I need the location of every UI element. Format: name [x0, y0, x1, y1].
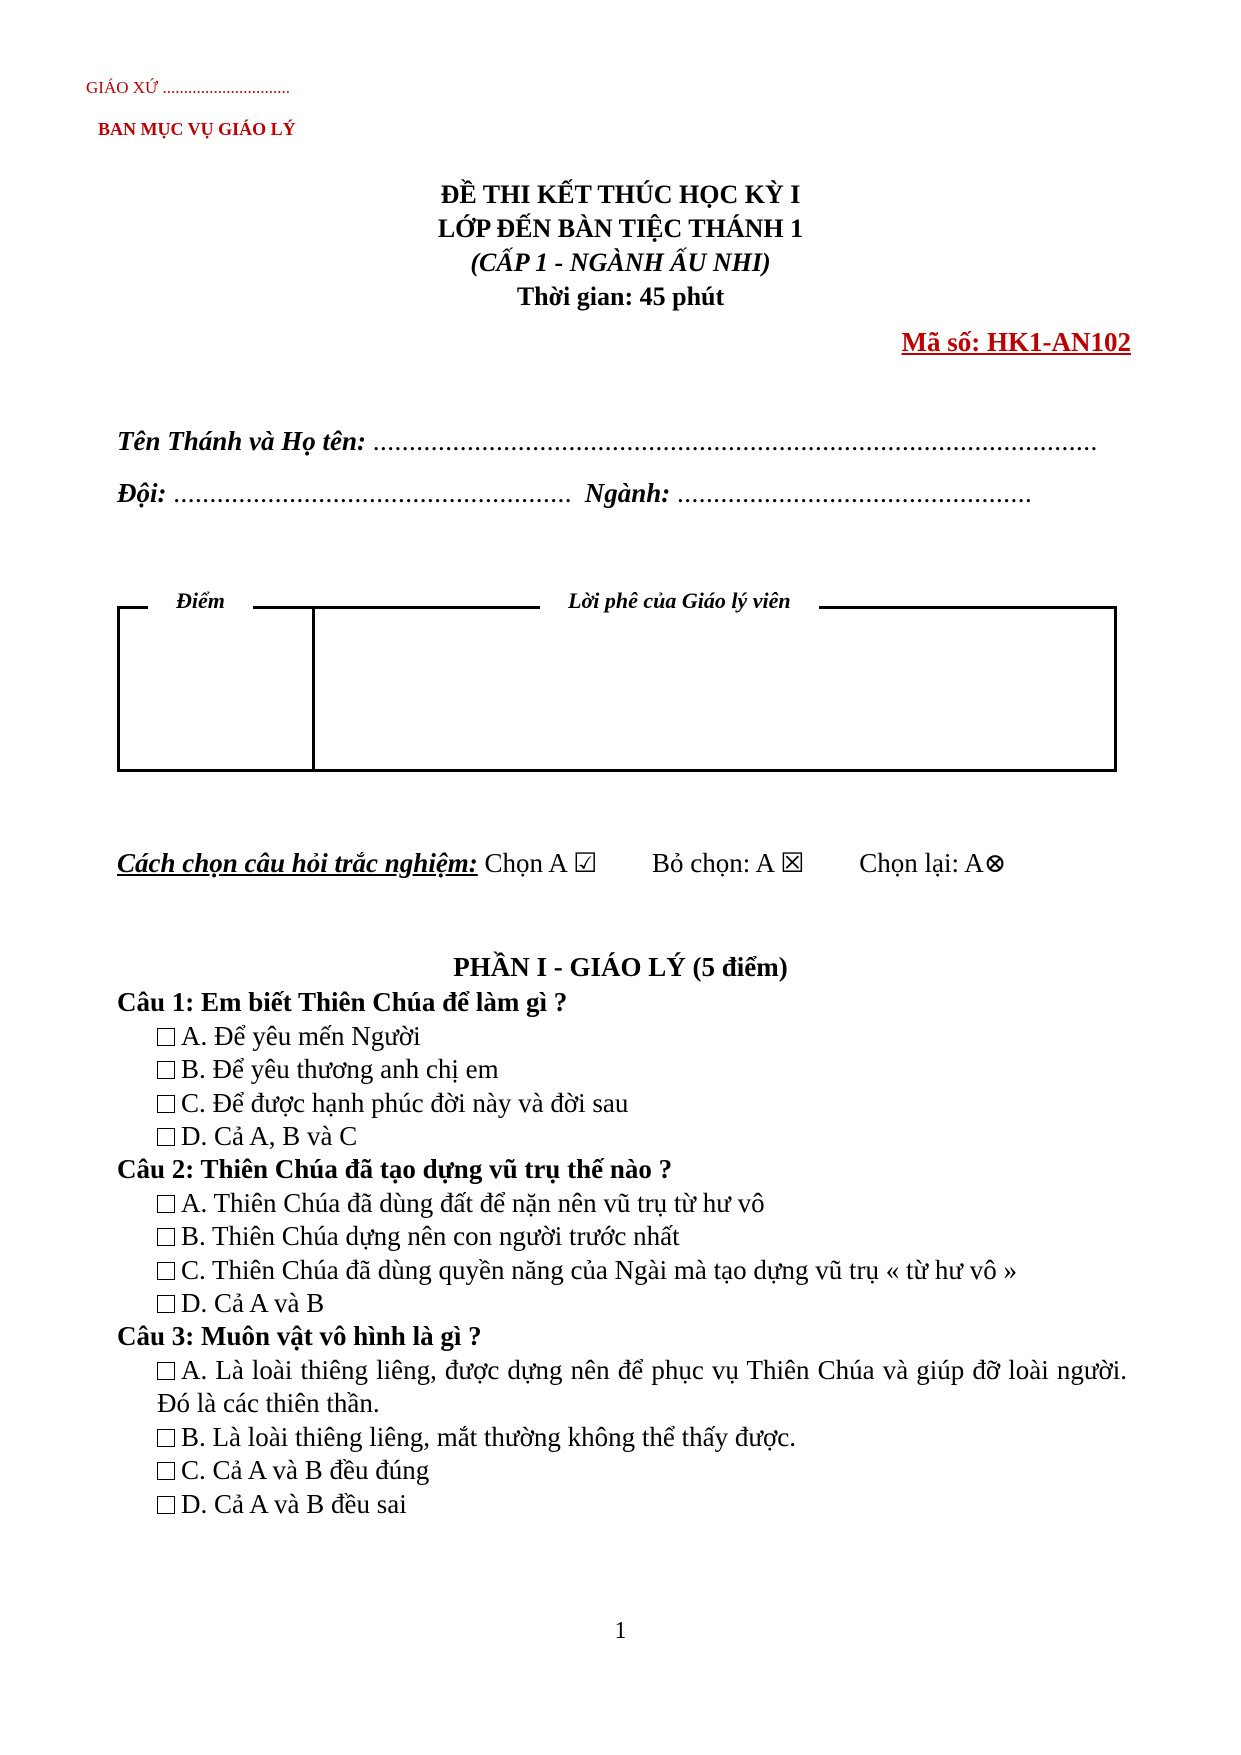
title-line-1: ĐỀ THI KẾT THÚC HỌC KỲ I: [440, 180, 801, 209]
option-text: C. Thiên Chúa đã dùng quyền năng của Ngài mà tạo dựng vũ trụ « từ hư vô »: [181, 1254, 1018, 1285]
checkbox[interactable]: [157, 1262, 175, 1280]
option-row: [117, 1020, 1127, 1054]
option-row: [117, 1287, 1127, 1321]
instruction-rechoose: Chọn lại: A⊗: [859, 848, 1007, 878]
title-line-4: Thời gian: 45 phút: [516, 282, 725, 311]
exam-code: Mã số: HK1-AN102: [901, 327, 1131, 357]
name-label: Tên Thánh và Họ tên:: [117, 426, 367, 456]
name-field[interactable]: ....................................................................................................: [372, 426, 1098, 456]
option-row: [117, 1454, 1127, 1488]
parish-label: GIÁO XỨ ..............................: [86, 78, 290, 97]
instructions-label: Cách chọn câu hỏi trắc nghiệm:: [117, 848, 478, 878]
page-number: 1: [614, 1618, 627, 1644]
board-label: BAN MỤC VỤ GIÁO LÝ: [98, 119, 296, 139]
option-row: [117, 1488, 1127, 1522]
option-row: [117, 1254, 1127, 1288]
checkbox[interactable]: [157, 1429, 175, 1447]
question-title: Câu 1: Em biết Thiên Chúa để làm gì ?: [117, 987, 568, 1017]
option-text: C. Để được hạnh phúc đời này và đời sau: [181, 1087, 629, 1118]
score-box-divider: [312, 606, 315, 772]
option-row: [117, 1187, 1127, 1221]
comment-area[interactable]: [318, 609, 1114, 769]
question-1: [117, 986, 1127, 1154]
title-line-3: (CẤP 1 - NGÀNH ẤU NHI): [470, 248, 771, 277]
option-text: D. Cả A và B đều sai: [181, 1488, 407, 1519]
option-text: D. Cả A và B: [181, 1288, 325, 1318]
question-title: Câu 2: Thiên Chúa đã tạo dựng vũ trụ thế nào ?: [117, 1154, 673, 1184]
answer-instructions: [117, 848, 1006, 879]
instruction-choose: Chọn A ☑: [484, 848, 598, 878]
option-text: A. Để yêu mến Người: [181, 1020, 421, 1051]
checkbox[interactable]: [157, 1496, 175, 1514]
comment-label: Lời phê của Giáo lý viên: [540, 588, 819, 614]
checkbox[interactable]: [157, 1362, 175, 1380]
option-row: [117, 1120, 1127, 1154]
option-text: D. Cả A, B và C: [181, 1121, 358, 1151]
option-row: [117, 1421, 1127, 1455]
option-text: B. Để yêu thương anh chị em: [181, 1054, 499, 1084]
question-title: Câu 3: Muôn vật vô hình là gì ?: [117, 1321, 482, 1351]
option-text: C. Cả A và B đều đúng: [181, 1455, 430, 1485]
checkbox[interactable]: [157, 1195, 175, 1213]
team-field[interactable]: .......................................................: [173, 478, 572, 508]
checkbox[interactable]: [157, 1095, 175, 1113]
checkbox[interactable]: [157, 1295, 175, 1313]
score-label: Điểm: [148, 588, 253, 614]
option-text: A. Là loài thiêng liêng, được dựng nên để phục vụ Thiên Chúa và giúp đỡ loài người. Đó là các thiên thần.: [157, 1354, 1127, 1418]
checkbox[interactable]: [157, 1128, 175, 1146]
section-title: PHẦN I - GIÁO LÝ (5 điểm): [453, 952, 788, 982]
question-2: [117, 1153, 1127, 1321]
option-text: A. Thiên Chúa đã dùng đất để nặn nên vũ trụ từ hư vô: [181, 1187, 765, 1218]
branch-field[interactable]: .................................................: [677, 478, 1033, 508]
checkbox[interactable]: [157, 1061, 175, 1079]
option-text: B. Là loài thiêng liêng, mắt thường không thể thấy được.: [181, 1421, 796, 1452]
option-row: [117, 1220, 1127, 1254]
checkbox[interactable]: [157, 1228, 175, 1246]
branch-label: Ngành:: [584, 478, 671, 508]
option-row: [117, 1354, 1127, 1421]
option-row: [117, 1087, 1127, 1121]
team-label: Đội:: [117, 478, 167, 508]
checkbox[interactable]: [157, 1462, 175, 1480]
option-row: [117, 1053, 1127, 1087]
score-area[interactable]: [118, 609, 310, 769]
checkbox[interactable]: [157, 1028, 175, 1046]
option-text: B. Thiên Chúa dựng nên con người trước nhất: [181, 1221, 680, 1251]
exam-title: [0, 178, 1241, 314]
question-3: [117, 1320, 1127, 1521]
name-field-row: [117, 426, 1098, 457]
team-field-row: [117, 478, 1032, 509]
title-line-2: LỚP ĐẾN BÀN TIỆC THÁNH 1: [437, 214, 804, 243]
instruction-unchoose: Bỏ chọn: A ☒: [652, 848, 805, 878]
